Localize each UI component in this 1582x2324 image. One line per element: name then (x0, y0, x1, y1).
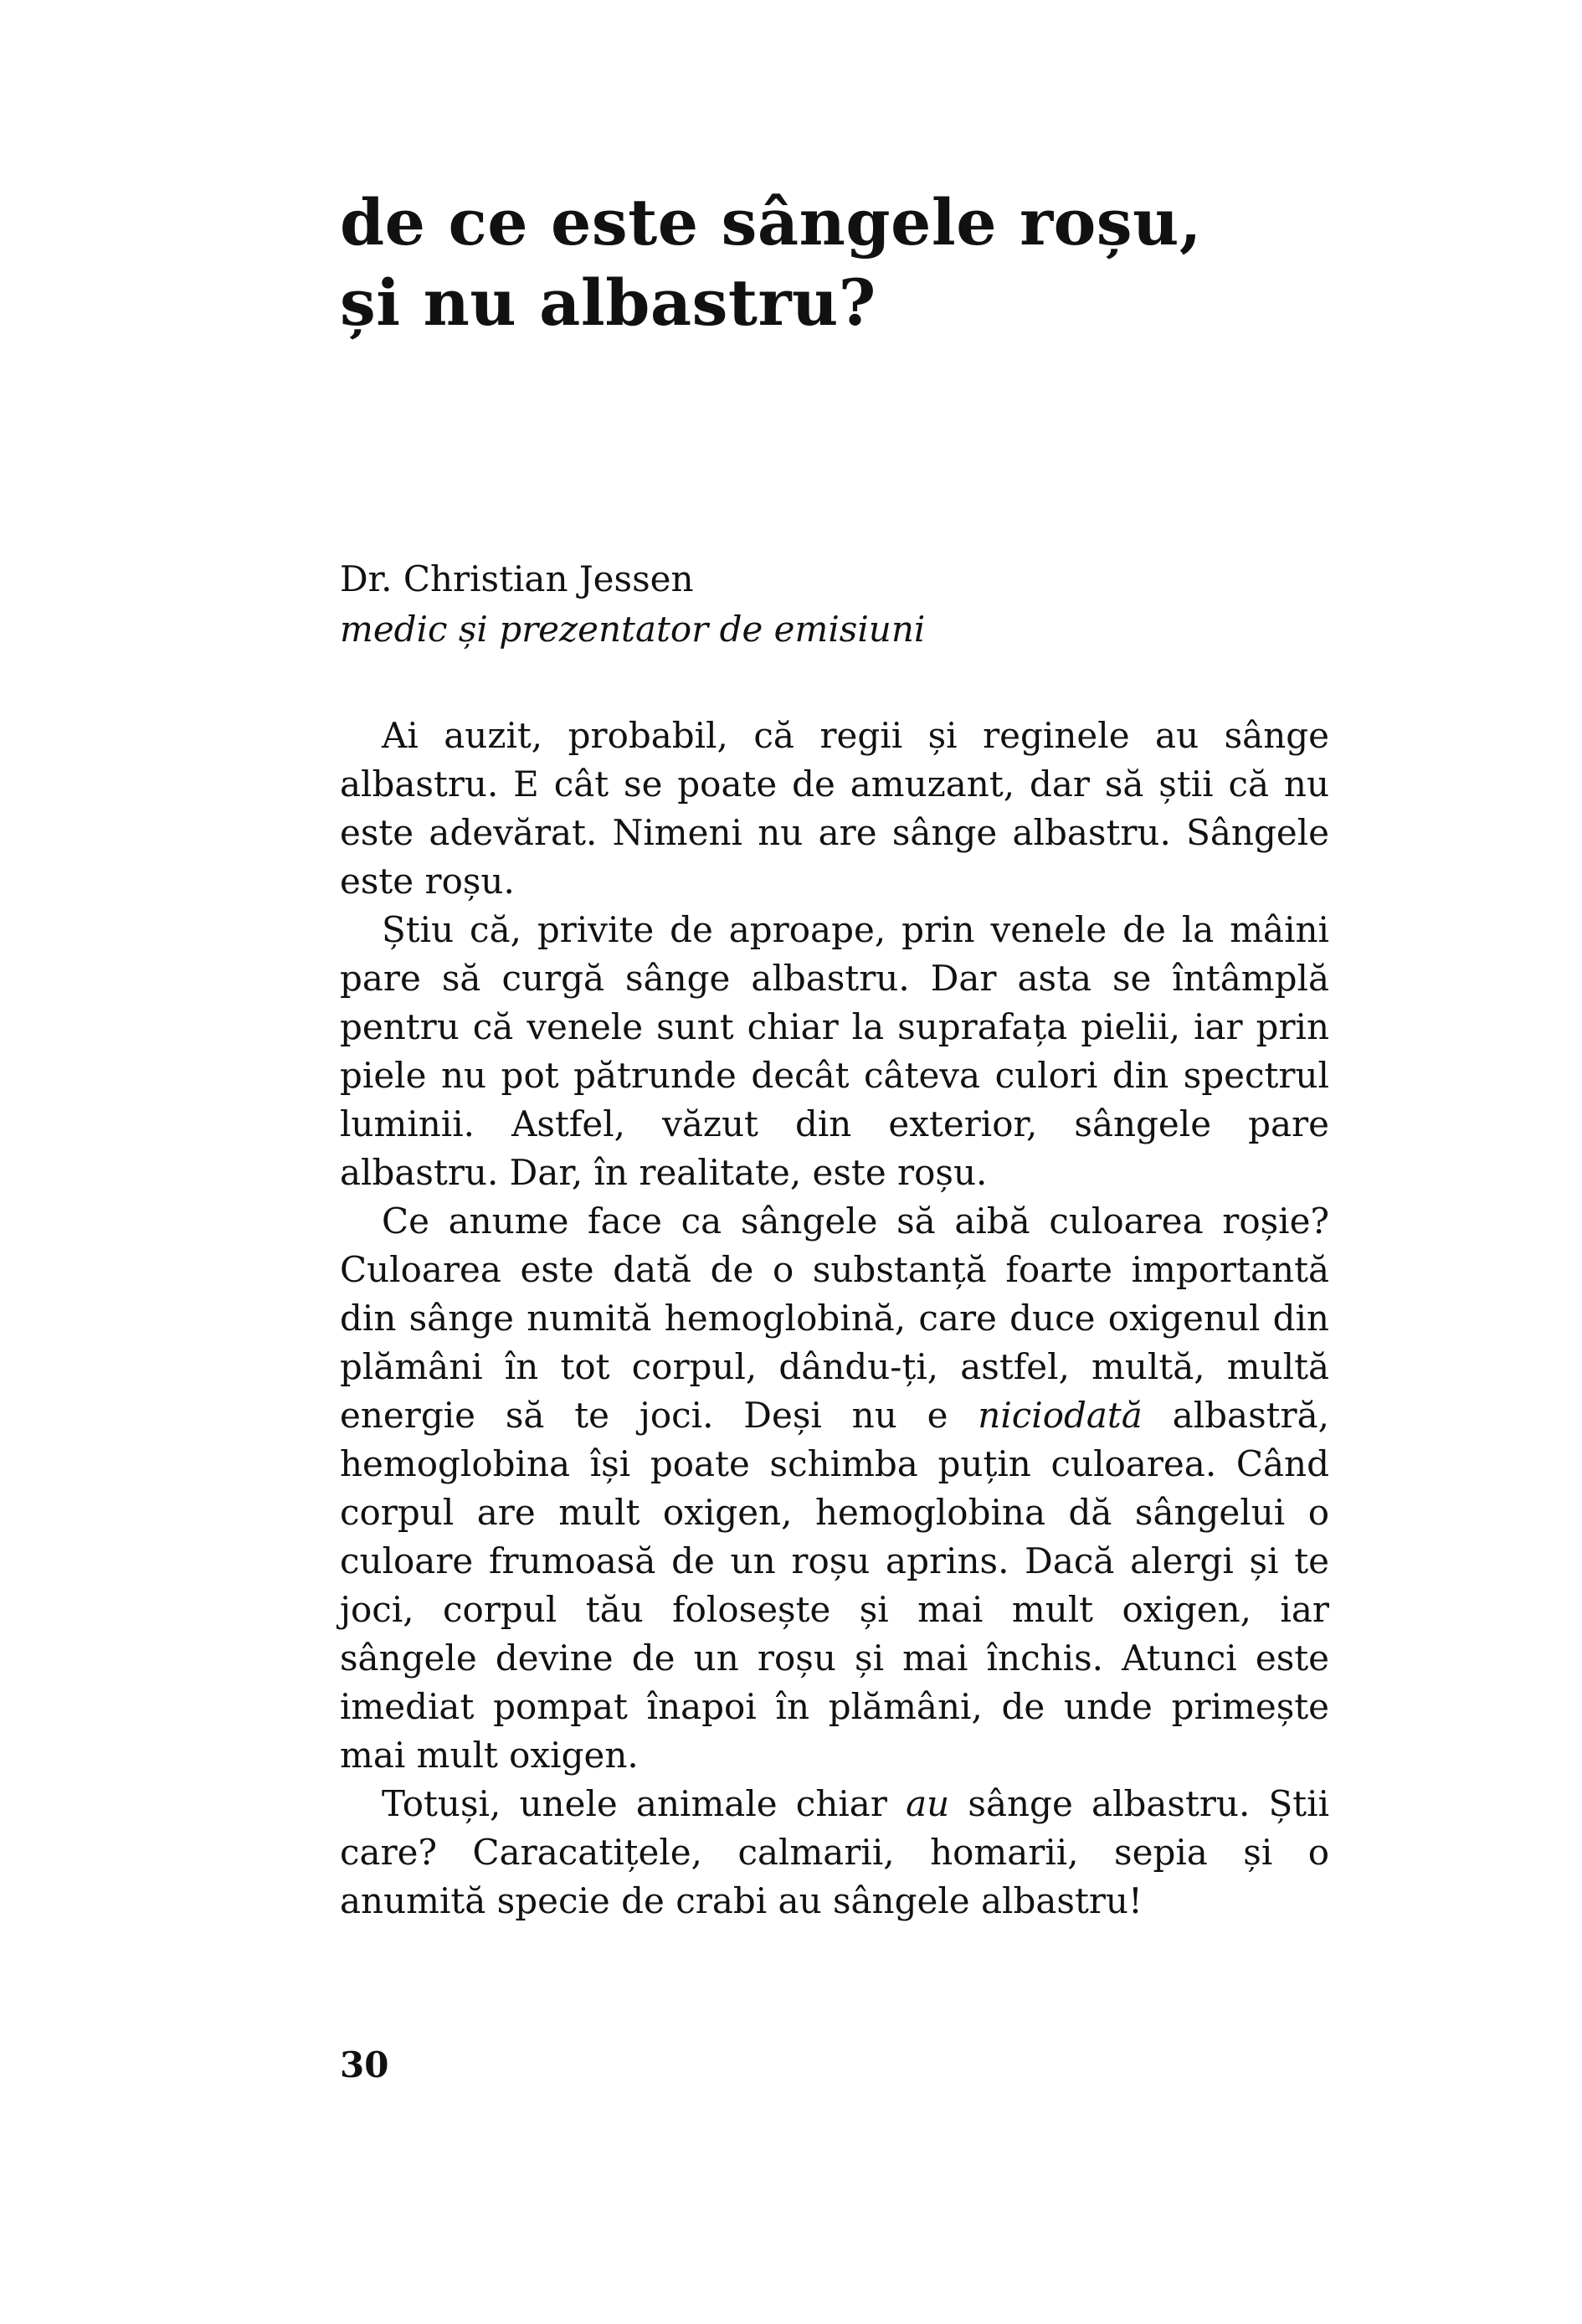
italic-run: niciodată (978, 1395, 1143, 1436)
text-run: Totuși, unele animale chiar (382, 1783, 907, 1824)
text-run: Ai auzit, probabil, că regii și reginele au sânge albastru. E cât se poate de amuzant, dar să știi că nu este adevărat. Nimeni nu are sânge albastru. Sângele este roșu. (340, 715, 1329, 902)
text-run: sânge albastru. Știi care? Caracatițele, calmarii, homarii, sepia și o anumită specie de crabi au sângele albastru! (340, 1783, 1330, 1921)
body-paragraph (340, 1197, 1329, 1780)
page-number: 30 (340, 2044, 389, 2085)
page-title-line-1: de ce este sângele roșu, (340, 185, 1202, 260)
body-text (340, 712, 1329, 1926)
italic-run: au (906, 1783, 950, 1824)
text-run: Ce anume face ca sângele să aibă culoarea roșie? Culoarea este dată de o substanță foarte importantă din sânge numită hemoglobină, care duce oxigenul din plămâni în tot corpul, dându-ți, astfel, multă, multă energie să te joci. Deși nu e (340, 1201, 1329, 1436)
author-name: Dr. Christian Jessen (340, 558, 694, 599)
text-column (340, 0, 1329, 1926)
body-paragraph (340, 1780, 1329, 1926)
page-title (340, 0, 1329, 343)
text-run: Știu că, privite de aproape, prin venele de la mâini pare să curgă sânge albastru. Dar asta se întâmplă pentru că venele sunt chiar la suprafața pielii, iar prin piele nu pot pătrunde decât câteva culori din spectrul luminii. Astfel, văzut din exterior, sângele pare albastru. Dar, în realitate, este roșu. (340, 909, 1329, 1193)
author-role: medic și prezentator de emisiuni (340, 609, 926, 650)
body-paragraph (340, 712, 1329, 906)
page-title-line-2: și nu albastru? (340, 265, 876, 340)
text-run: albastră, hemoglobina își poate schimba puțin culoarea. Când corpul are mult oxigen, hemoglobina dă sângelui o culoare frumoasă de un roșu aprins. Dacă alergi și te joci, corpul tău folosește și mai mult oxigen, iar sângele devine de un roșu și mai închis. Atunci este imediat pompat înapoi în plămâni, de unde primește mai mult oxigen. (340, 1395, 1329, 1776)
author-block (340, 554, 1329, 655)
body-paragraph (340, 906, 1329, 1197)
